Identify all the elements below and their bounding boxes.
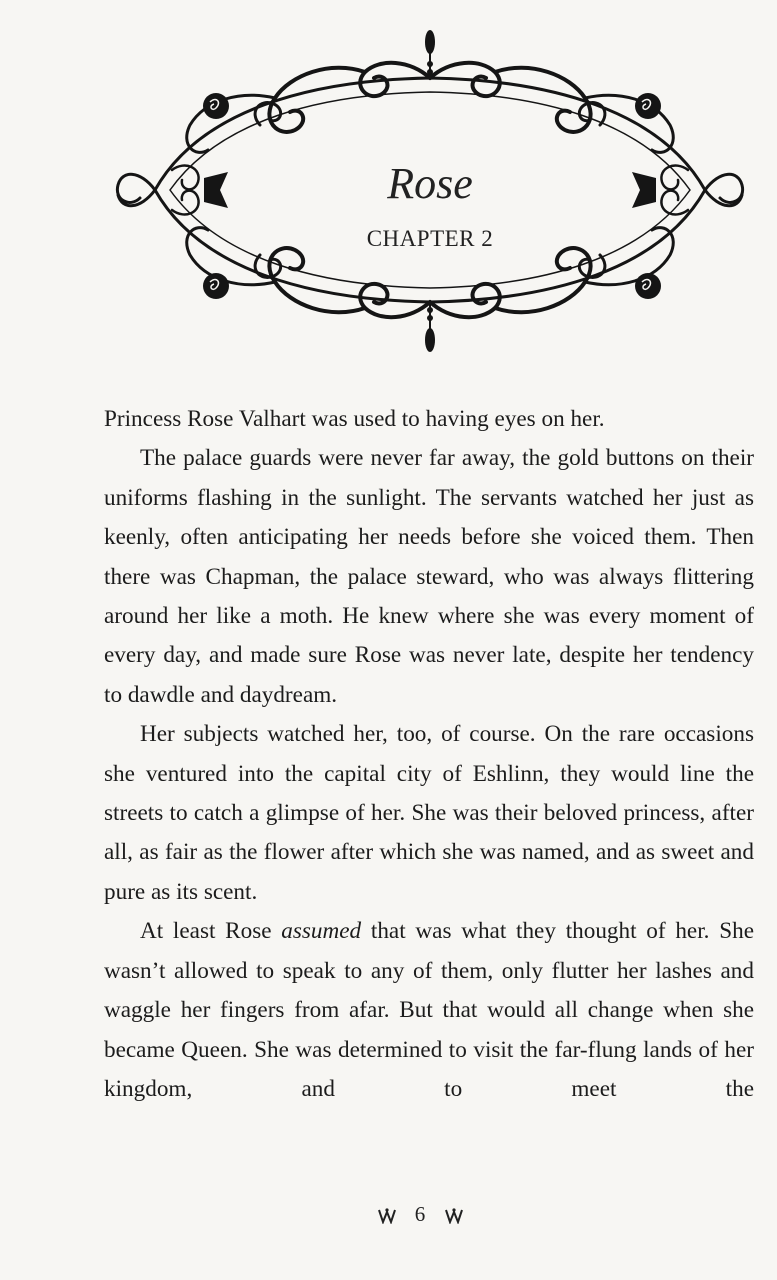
crown-ornament-icon bbox=[378, 1208, 396, 1224]
paragraph-1: Princess Rose Valhart was used to having eyes on her. bbox=[104, 406, 605, 432]
page-footer bbox=[0, 1202, 777, 1227]
paragraph-4-start: At least Rose bbox=[140, 918, 282, 945]
paragraph-3: Her subjects watched her, too, of course. On the rare occasions she ventured into the capital city of Eshlinn, they would line the streets to catch a glimpse of her. She was their beloved princess, after all, as fair as the flower after which she was named, and as sweet and pure as its scent. bbox=[104, 721, 754, 905]
chapter-title: Rose bbox=[387, 159, 473, 208]
chapter-number: CHAPTER 2 bbox=[366, 226, 494, 251]
page-number: 6 bbox=[414, 1202, 426, 1226]
chapter-heading bbox=[110, 20, 760, 380]
paragraph-4 bbox=[104, 912, 754, 1109]
paragraph-4-emphasis: assumed bbox=[281, 918, 362, 945]
paragraph-4-rest: that was what they thought of her. She wasn’t allowed to speak to any of them, only flutter her lashes and waggle her fingers from afar. But that would all change when she became Queen. She was determined to visit the far-flung lands of her kingdom, and to meet the bbox=[104, 918, 754, 1102]
paragraph-2: The palace guards were never far away, the gold buttons on their uniforms flashing in the sunlight. The servants watched her just as keenly, often anticipating her needs before she voiced them. Then there was Chapman, the palace steward, who was always flittering around her like a moth. He knew where she was every moment of every day, and made sure Rose was never late, despite her tendency to dawdle and daydream. bbox=[104, 445, 754, 708]
chapter-body bbox=[104, 400, 754, 1109]
crown-ornament-icon bbox=[445, 1208, 463, 1224]
